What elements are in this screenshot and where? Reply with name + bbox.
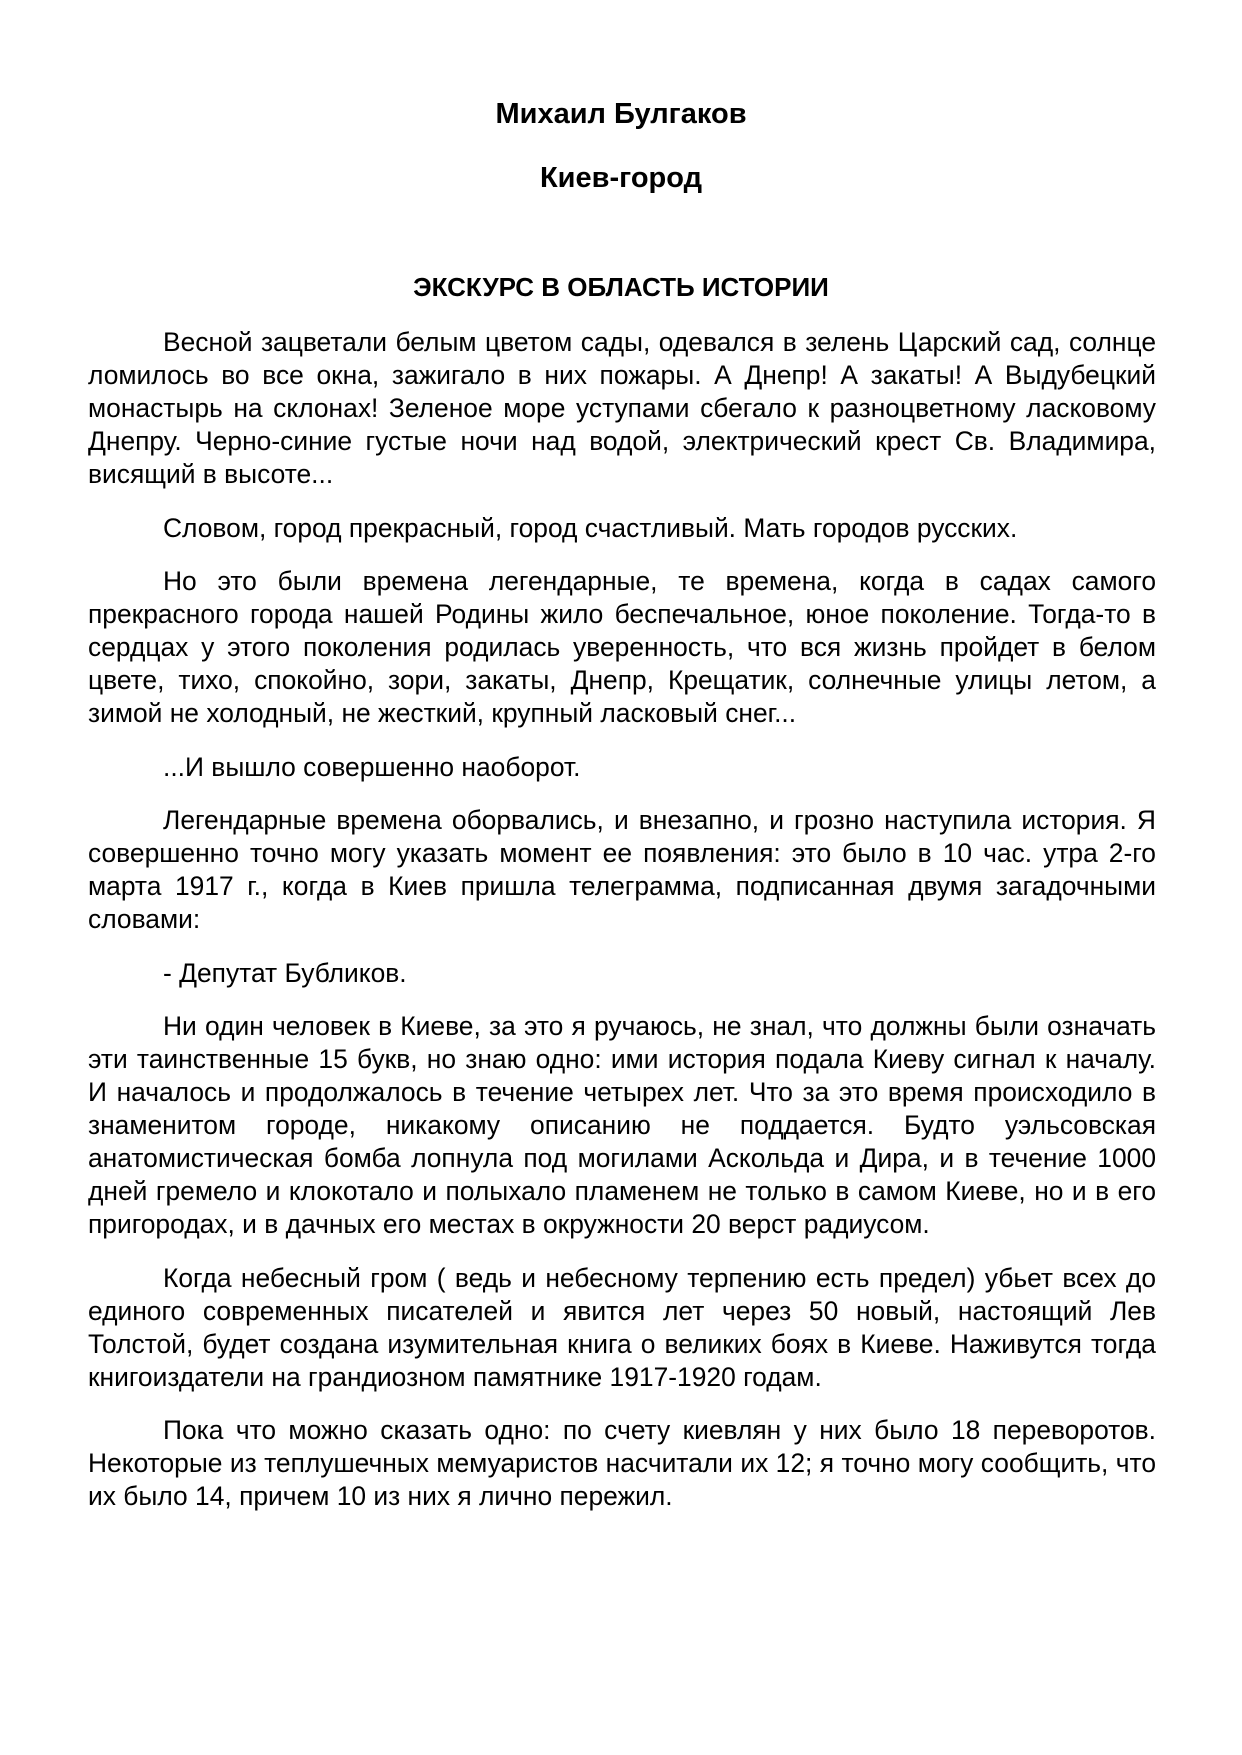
document-title: Киев-город	[539, 162, 702, 194]
body-text	[88, 326, 1156, 1534]
paragraph: - Депутат Бубликов.	[163, 957, 407, 988]
paragraph: Пока что можно сказать одно: по счету киевлян у них было 18 переворотов. Некоторые из теплушечных мемуаристов насчитали их 12; я точно могу сообщить, что их было 14, причем 10 из них я лично пережил.	[88, 1415, 1156, 1511]
paragraph: Но это были времена легендарные, те времена, когда в садах самого прекрасного города нашей Родины жило беспечальное, юное поколение. Тогда-то в сердцах у этого поколения родилась уверенность, что вся жизнь пройдет в белом цвете, тихо, спокойно, зори, закаты, Днепр, Крещатик, солнечные улицы летом, а зимой не холодный, не жесткий, крупный ласковый снег...	[88, 566, 1156, 728]
paragraph: Ни один человек в Киеве, за это я ручаюсь, не знал, что должны были означать эти таинственные 15 букв, но знаю одно: ими история подала Киеву сигнал к началу. И началось и продолжалось в течение четырех лет. Что за это время происходило в знаменитом городе, никакому описанию не поддается. Будто уэльсовская анатомистическая бомба лопнула под могилами Аскольда и Дира, и в течение 1000 дней гремело и клокотало и полыхало пламенем не только в самом Киеве, но и в его пригородах, и в дачных его местах в окружности 20 верст радиусом.	[88, 1011, 1156, 1239]
paragraph: Когда небесный гром ( ведь и небесному терпению есть предел) убьет всех до единого современных писателей и явится лет через 50 новый, настоящий Лев Толстой, будет создана изумительная книга о великих боях в Киеве. Наживутся тогда книгоиздатели на грандиозном памятнике 1917-1920 годам.	[88, 1262, 1156, 1392]
paragraph: Весной зацветали белым цветом сады, одевался в зелень Царский сад, солнце ломилось во все окна, зажигало в них пожары. А Днепр! А закаты! А Выдубецкий монастырь на склонах! Зеленое море уступами сбегало к разноцветному ласковому Днепру. Черно-синие густые ночи над водой, электрический крест Св. Владимира, висящий в высоте...	[88, 327, 1156, 489]
paragraph: Легендарные времена оборвались, и внезапно, и грозно наступила история. Я совершенно точно могу указать момент ее появления: это было в 10 час. утра 2-го марта 1917 г., когда в Киев пришла телеграмма, подписанная двумя загадочными словами:	[88, 805, 1156, 934]
section-heading: ЭКСКУРС В ОБЛАСТЬ ИСТОРИИ	[413, 272, 829, 302]
paragraph: ...И вышло совершенно наоборот.	[163, 751, 581, 782]
author-name: Михаил Булгаков	[495, 98, 747, 130]
paragraph: Словом, город прекрасный, город счастливый. Мать городов русских.	[163, 512, 1018, 543]
